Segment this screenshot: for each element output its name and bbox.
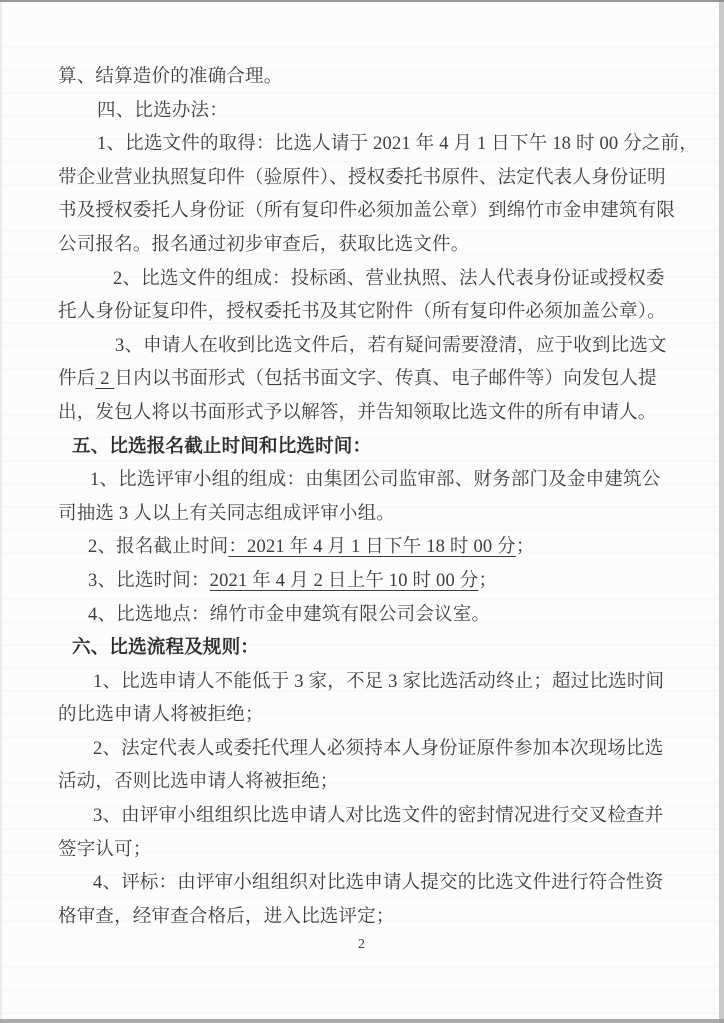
item-4-2-line-2 bbox=[58, 296, 678, 330]
heading-section-4 bbox=[58, 95, 678, 129]
text-segment: 的比选申请人将被拒绝； bbox=[58, 705, 264, 726]
text-segment: 书及授权委托人身份证（所有复印件必须加盖公章）到绵竹市金申建筑有限 bbox=[58, 201, 676, 222]
text-segment: 公司报名。报名通过初步审查后，获取比选文件。 bbox=[58, 234, 470, 255]
text-segment: 1、比选评审小组的组成：由集团公司监审部、财务部门及金申建筑公 bbox=[90, 470, 661, 491]
text-segment: 件后 bbox=[58, 369, 96, 390]
text-segment: 2、法定代表人或委托代理人必须持本人身份证原件参加本次现场比选 bbox=[93, 738, 664, 759]
text-segment: 四、比选办法： bbox=[97, 100, 228, 121]
text-segment: 算、结算造价的准确合理。 bbox=[58, 67, 283, 87]
text-segment: 1、比选申请人不能低于 3 家，不足 3 家比选活动终止；超过比选时间 bbox=[93, 671, 665, 692]
item-6-2-line-1 bbox=[58, 733, 678, 767]
text-segment: 3、比选时间： bbox=[88, 570, 210, 591]
underlined-text: ：2021 年 4 月 1 日下午 18 时 00 分 bbox=[228, 537, 516, 558]
text-segment: ； bbox=[478, 570, 498, 591]
text-segment: 2、报名截止时间 bbox=[88, 537, 229, 558]
item-5-1-line-1 bbox=[58, 464, 678, 498]
item-4-3-line-1 bbox=[58, 330, 678, 364]
text-segment: 签字认可； bbox=[58, 839, 152, 860]
underlined-text: 2 bbox=[95, 369, 115, 390]
item-5-3-selection-time bbox=[58, 565, 678, 599]
item-6-1-line-1 bbox=[58, 666, 678, 700]
text-segment: 2、比选文件的组成：投标函、营业执照、法人代表身份证或授权委 bbox=[113, 268, 665, 289]
text-segment: 格审查，经审查合格后，进入比选评定； bbox=[58, 906, 395, 927]
item-6-4-line-1 bbox=[58, 867, 678, 901]
item-4-2-line-1 bbox=[58, 263, 678, 297]
text-segment: 出，发包人将以书面形式予以解答，并告知领取比选文件的所有申请人。 bbox=[58, 402, 657, 423]
item-4-3-line-2 bbox=[58, 363, 678, 397]
item-4-1-line-1 bbox=[58, 128, 699, 162]
item-4-1-line-4 bbox=[58, 229, 678, 263]
text-segment: 3、由评审小组组织比选申请人对比选文件的密封情况进行交叉检查并 bbox=[93, 806, 664, 827]
item-6-4-line-2 bbox=[58, 901, 678, 935]
item-5-4-location bbox=[58, 599, 678, 633]
item-6-2-line-2 bbox=[58, 766, 678, 800]
text-segment: 司抽选 3 人以上有关同志组成评审小组。 bbox=[58, 503, 396, 524]
underlined-text: 2021 年 4 月 2 日上午 10 时 00 分 bbox=[209, 570, 479, 591]
text-segment: 五、比选报名截止时间和比选时间： bbox=[72, 436, 372, 457]
text-segment: 3、申请人在收到比选文件后，若有疑问需要澄清，应于收到比选文 bbox=[115, 335, 667, 356]
text-segment: 4、评标：由评审小组组织对比选申请人提交的比选文件进行符合性资 bbox=[93, 873, 664, 894]
item-4-1-line-2 bbox=[58, 162, 678, 196]
document-body bbox=[58, 61, 699, 934]
text-segment: 带企业营业执照复印件（验原件）、授权委托书原件、法定代表人身份证明 bbox=[58, 167, 666, 188]
page-number: 2 bbox=[358, 937, 365, 952]
item-6-3-line-1 bbox=[58, 800, 678, 834]
text-segment: 1、比选文件的取得：比选人请于 2021 年 4 月 1 日下午 18 时 00 分之前， bbox=[97, 134, 699, 155]
line-continuation-accuracy bbox=[58, 61, 678, 95]
text-segment: 4、比选地点：绵竹市金申建筑有限公司会议室。 bbox=[88, 604, 491, 625]
item-6-1-line-2 bbox=[58, 699, 678, 733]
item-4-1-line-3 bbox=[58, 195, 678, 229]
heading-section-5 bbox=[58, 431, 678, 465]
item-5-2-deadline bbox=[58, 531, 678, 565]
heading-section-6 bbox=[58, 632, 678, 666]
item-4-3-line-3 bbox=[58, 397, 678, 431]
text-segment: 托人身份证复印件，授权委托书及其它附件（所有复印件必须加盖公章）。 bbox=[58, 302, 666, 323]
item-6-3-line-2 bbox=[58, 834, 678, 868]
text-segment: 活动，否则比选申请人将被拒绝； bbox=[58, 772, 339, 793]
text-segment: 六、比选流程及规则： bbox=[72, 638, 260, 659]
text-segment: ； bbox=[515, 537, 535, 558]
item-5-1-line-2 bbox=[58, 498, 678, 532]
text-segment: 日内以书面形式（包括书面文字、传真、电子邮件等）向发包人提 bbox=[114, 369, 657, 390]
